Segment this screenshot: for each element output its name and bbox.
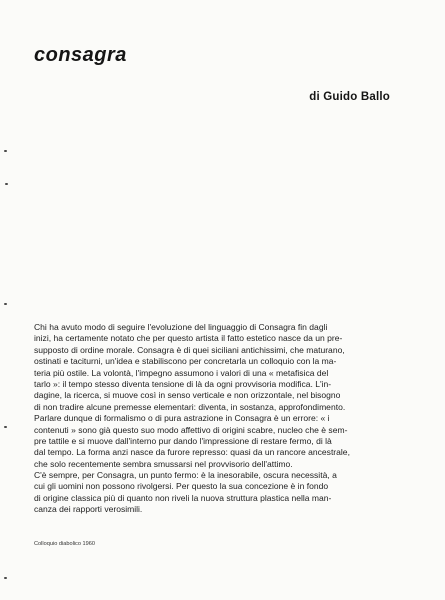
article-body xyxy=(34,322,419,516)
body-line: che solo recentemente sembra smussarsi nel provvisorio dell'attimo. xyxy=(34,458,293,469)
body-line: pre tattile e si muove dall'interno pur dando l'impressione di restare fermo, di là xyxy=(34,435,332,446)
body-line: cui gli uomini non possono rivolgersi. Per questo la sua concezione è in fondo xyxy=(34,481,329,492)
body-line: inizi, ha certamente notato che per questo artista il fatto estetico nasce da un pre- xyxy=(34,333,343,344)
scan-mark xyxy=(5,183,8,185)
body-line: Chi ha avuto modo di seguire l'evoluzione del linguaggio di Consagra fin dagli xyxy=(34,322,328,332)
scan-mark xyxy=(4,577,7,579)
scan-mark xyxy=(4,150,7,152)
article-title: consagra xyxy=(34,44,127,66)
body-line: Parlare dunque di formalismo o di pura astrazione in Consagra è un errore: « i xyxy=(34,413,330,424)
page-footer-caption: Colloquio diabolico 1960 xyxy=(34,541,95,547)
body-line: canza dei rapporti verosimili. xyxy=(34,504,143,515)
body-line: di non tradire alcune premesse elementari: diventa, in sostanza, approfondimento. xyxy=(34,401,346,412)
body-line: tarlo »: il tempo stesso diventa tensione di là da ogni provvisoria modifica. L'in- xyxy=(34,378,332,389)
body-line: supposto di ordine morale. Consagra è di quei siciliani antichissimi, che maturano, xyxy=(34,344,345,355)
body-line: contenuti » sono già questo suo modo affettivo di origini scabre, nucleo che è sem- xyxy=(34,424,348,435)
body-line: teria più ostile. La volontà, l'impegno assumono i valori di una « metafisica del xyxy=(34,367,329,378)
body-line: di origine classica più di quanto non riveli la nuova struttura plastica nella man- xyxy=(34,492,332,503)
author-byline: di Guido Ballo xyxy=(309,91,390,103)
scan-mark xyxy=(4,426,7,428)
body-line: ostinati e taciturni, un'idea e stabiliscono per concretarla un colloquio con la ma- xyxy=(34,356,337,367)
body-line: C'è sempre, per Consagra, un punto fermo: è la inesorabile, oscura necessità, a xyxy=(34,470,337,481)
body-line: dagine, la ricerca, si muove così in senso verticale e non orizzontale, nel bisogno xyxy=(34,390,341,401)
body-line: dal tempo. La forma anzi nasce da furore represso: quasi da un rancore ancestrale, xyxy=(34,447,350,458)
scan-mark xyxy=(4,303,7,305)
